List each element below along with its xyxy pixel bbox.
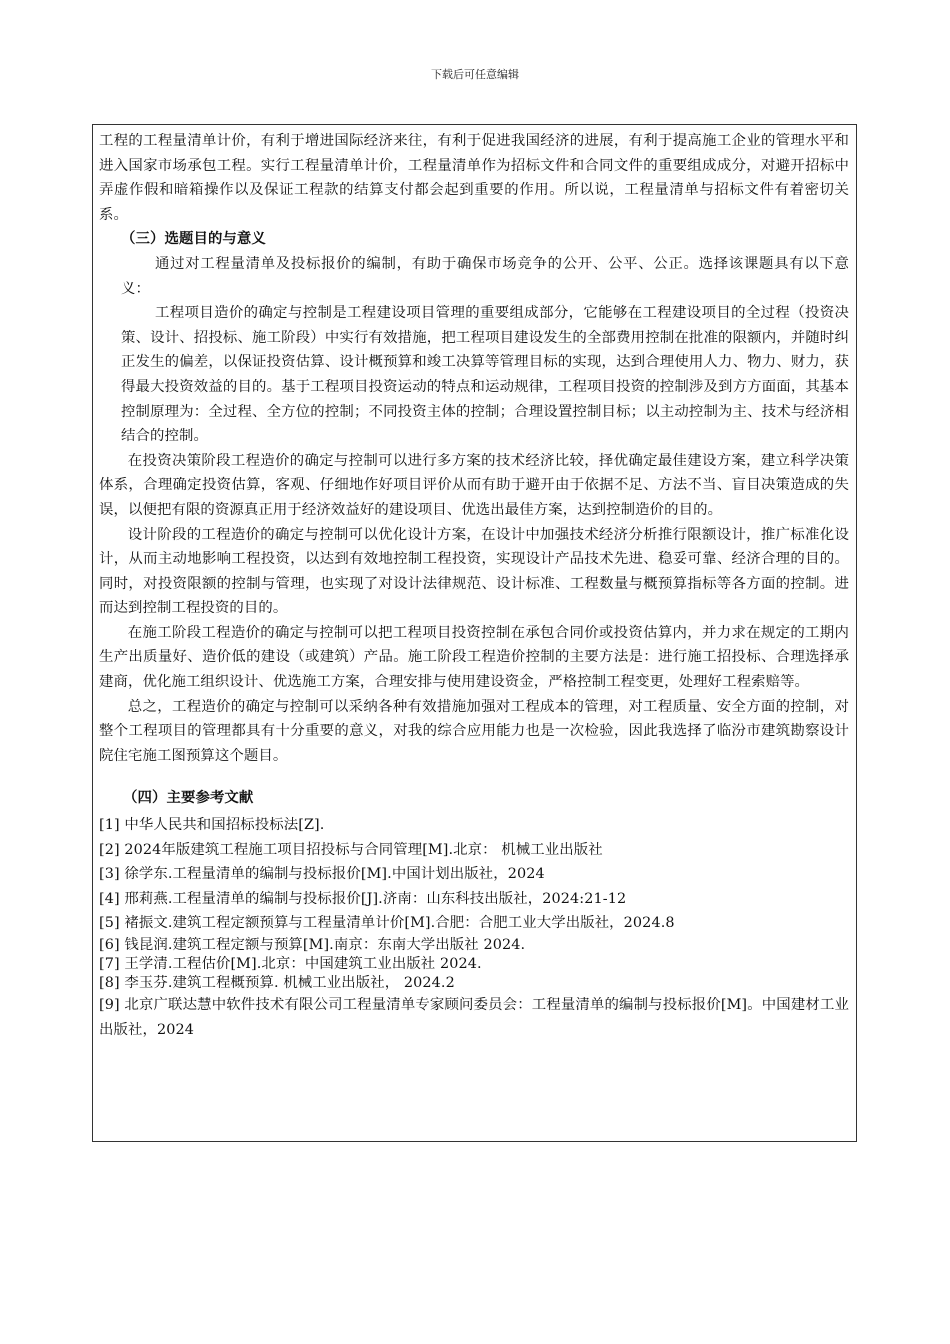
- section-3-paragraph-4: 设计阶段的工程造价的确定与控制可以优化设计方案，在设计中加强技术经济分析推行限额设计，推广标准化设计，从而主动地影响工程投资，以达到有效地控制工程投资，实现设计产品技术先进、稳妥可靠、经济合理的目的。同时，对投资限额的控制与管理，也实现了对设计法律规范、设计标准、工程数量与概预算指标等各方面的控制。进而达到控制工程投资的目的。: [99, 526, 849, 617]
- reference-item-7: [7] 王学清.工程估价[M].北京：中国建筑工业出版社 2024.: [99, 956, 482, 972]
- reference-item-3: [3] 徐学东.工程量清单的编制与投标报价[M].中国计划出版社，2024: [99, 866, 545, 883]
- content-frame: [92, 124, 857, 1142]
- section-3-heading: （三）选题目的与意义: [121, 230, 266, 248]
- document-body: [99, 129, 849, 1042]
- section-3-paragraph-3: 在投资决策阶段工程造价的确定与控制可以进行多方案的技术经济比较，择优确定最佳建设方案，建立科学决策体系，合理确定投资估算，客观、仔细地作好项目评价从而有助于避开由于依据不足、方法不当、盲目决策造成的失误，以便把有限的资源真正用于经济效益好的建设项目、优选出最佳方案，达到控制造价的目的。: [99, 452, 849, 518]
- section-3-paragraph-6: 总之，工程造价的确定与控制可以采纳各种有效措施加强对工程成本的管理，对工程质量、安全方面的控制，对整个工程项目的管理都具有十分重要的意义，对我的综合应用能力也是一次检验，因此我选择了临汾市建筑勘察设计院住宅施工图预算这个题目。: [99, 698, 849, 764]
- section-3-paragraph-2: 工程项目造价的确定与控制是工程建设项目管理的重要组成部分，它能够在工程建设项目的全过程（投资决策、设计、招投标、施工阶段）中实行有效措施，把工程项目建设发生的全部费用控制在批准的限额内，并随时纠正发生的偏差，以保证投资估算、设计概预算和竣工决算等管理目标的实现，达到合理使用人力、物力、财力，获得最大投资效益的目的。基于工程项目投资运动的特点和运动规律，工程项目投资的控制涉及到方方面面，其基本控制原理为：全过程、全方位的控制；不同投资主体的控制；合理设置控制目标；以主动控制为主、技术与经济相结合的控制。: [121, 305, 849, 445]
- reference-item-5: [5] 褚振文.建筑工程定额预算与工程量清单计价[M].合肥：合肥工业大学出版社，2024.8: [99, 915, 675, 932]
- reference-item-2: [2] 2024年版建筑工程施工项目招投标与合同管理[M].北京： 机械工业出版社: [99, 841, 603, 858]
- reference-list: [99, 813, 849, 1042]
- intro-paragraph: 工程的工程量清单计价，有利于增进国际经济来往，有利于促进我国经济的进展，有利于提高施工企业的管理水平和进入国家市场承包工程。实行工程量清单计价，工程量清单作为招标文件和合同文件的重要组成成分，对避开招标中弄虚作假和暗箱操作以及保证工程款的结算支付都会起到重要的作用。所以说，工程量清单与招标文件有着密切关系。: [99, 133, 849, 223]
- reference-item-6: [6] 钱昆润.建筑工程定额与预算[M].南京：东南大学出版社 2024.: [99, 937, 526, 953]
- section-3-paragraph-5: 在施工阶段工程造价的确定与控制可以把工程项目投资控制在承包合同价或投资估算内，并力求在规定的工期内生产出质量好、造价低的建设（或建筑）产品。施工阶段工程造价控制的主要方法是：进行施工招投标、合理选择承建商，优化施工组织设计、优选施工方案，合理安排与使用建设资金，严格控制工程变更，处理好工程索赔等。: [99, 624, 849, 691]
- page-header: 下载后可任意编辑: [431, 68, 519, 81]
- reference-item-9: [9] 北京广联达慧中软件技术有限公司工程量清单专家顾问委员会：工程量清单的编制与投标报价[M]。中国建材工业出版社，2024: [99, 997, 849, 1038]
- section-3-paragraph-1: 通过对工程量清单及投标报价的编制，有助于确保市场竞争的公开、公平、公正。选择该课题具有以下意义：: [121, 255, 849, 297]
- reference-item-8: [8] 李玉芬.建筑工程概预算. 机械工业出版社， 2024.2: [99, 975, 455, 991]
- reference-item-4: [4] 邢莉燕.工程量清单的编制与投标报价[J].济南：山东科技出版社，2024:21-12: [99, 890, 627, 907]
- reference-item-1: [1] 中华人民共和国招标投标法[Z].: [99, 817, 325, 834]
- section-4-heading: （四）主要参考文献: [123, 789, 254, 807]
